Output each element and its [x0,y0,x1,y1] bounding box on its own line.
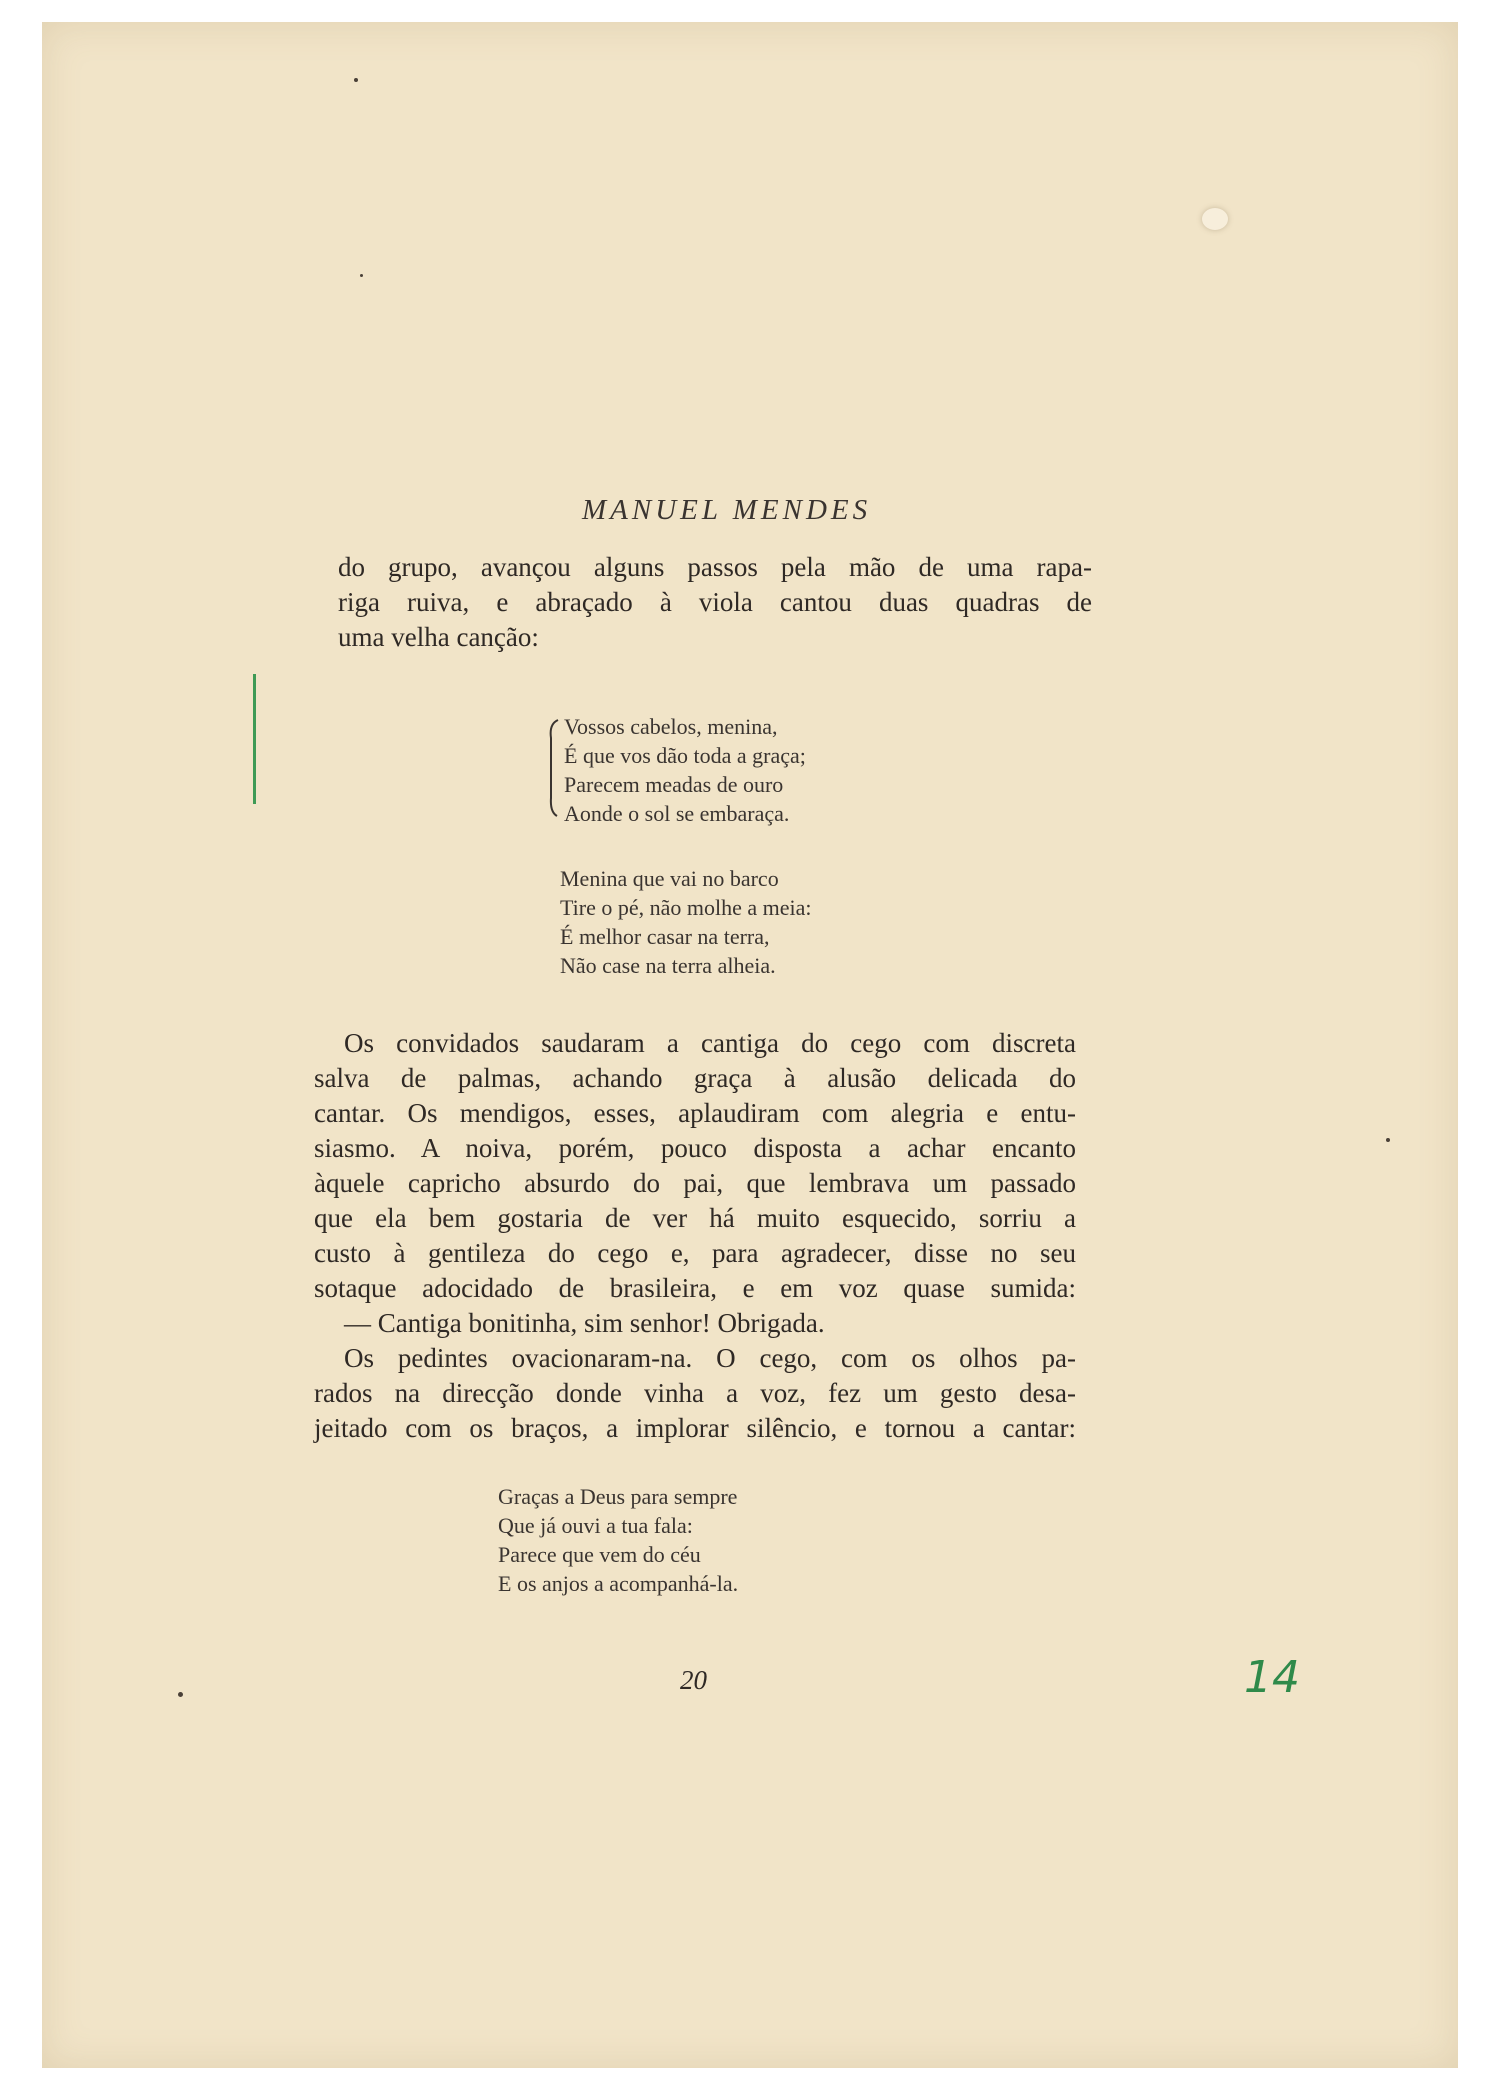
text-line: uma velha canção: [338,622,539,652]
text-line: riga ruiva, e abraçado à viola cantou duas quadras de [338,587,1092,617]
text-line: siasmo. A noiva, porém, pouco disposta a achar encanto [314,1133,1076,1163]
song-1-stanza-2 [560,864,812,980]
verse-line: Tire o pé, não molhe a meia: [560,895,812,920]
song-1-stanza-1 [564,712,806,828]
verse-line: E os anjos a acompanhá-la. [498,1571,739,1596]
paper-speck [178,1692,183,1697]
paper-speck [360,274,363,277]
text-line: do grupo, avançou alguns passos pela mão de uma rapa- [338,552,1092,582]
text-line: que ela bem gostaria de ver há muito esquecido, sorriu a [314,1203,1076,1233]
verse-line: Parece que vem do céu [498,1542,701,1567]
paper-blemish [1202,208,1228,230]
stanza-bracket [546,718,560,818]
handwritten-page-number: 14 [1244,1652,1300,1703]
verse-line: Menina que vai no barco [560,866,779,891]
text-line: jeitado com os braços, a implorar silêncio, e tornou a cantar: [314,1413,1076,1443]
verse-line: Graças a Deus para sempre [498,1484,738,1509]
verse-line: Aonde o sol se embaraça. [564,801,790,826]
verse-line: Vossos cabelos, menina, [564,714,778,739]
paragraph-2 [314,1026,1076,1446]
paper-sheet [42,22,1458,2068]
margin-pencil-mark [253,674,256,804]
text-line: Os pedintes ovacionaram-na. O cego, com os olhos pa- [344,1343,1076,1373]
dialogue-line: — Cantiga bonitinha, sim senhor! Obrigada. [344,1308,825,1338]
paper-speck [1386,1138,1390,1142]
verse-line: É melhor casar na terra, [560,924,770,949]
paragraph-1 [338,550,1092,655]
text-line: Os convidados saudaram a cantiga do cego com discreta [344,1028,1076,1058]
song-2-stanza-1 [498,1482,738,1598]
page-number: 20 [680,1665,707,1695]
running-head: MANUEL MENDES [582,494,872,526]
text-line: àquele capricho absurdo do pai, que lembrava um passado [314,1168,1076,1198]
text-line: sotaque adocidado de brasileira, e em voz quase sumida: [314,1273,1076,1303]
verse-line: Parecem meadas de ouro [564,772,784,797]
text-line: custo à gentileza do cego e, para agradecer, disse no seu [314,1238,1076,1268]
verse-line: Não case na terra alheia. [560,953,776,978]
verse-line: É que vos dão toda a graça; [564,743,806,768]
text-line: cantar. Os mendigos, esses, aplaudiram com alegria e entu- [314,1098,1076,1128]
text-line: rados na direcção donde vinha a voz, fez um gesto desa- [314,1378,1076,1408]
text-line: salva de palmas, achando graça à alusão delicada do [314,1063,1076,1093]
paper-speck [354,78,358,82]
verse-line: Que já ouvi a tua fala: [498,1513,693,1538]
